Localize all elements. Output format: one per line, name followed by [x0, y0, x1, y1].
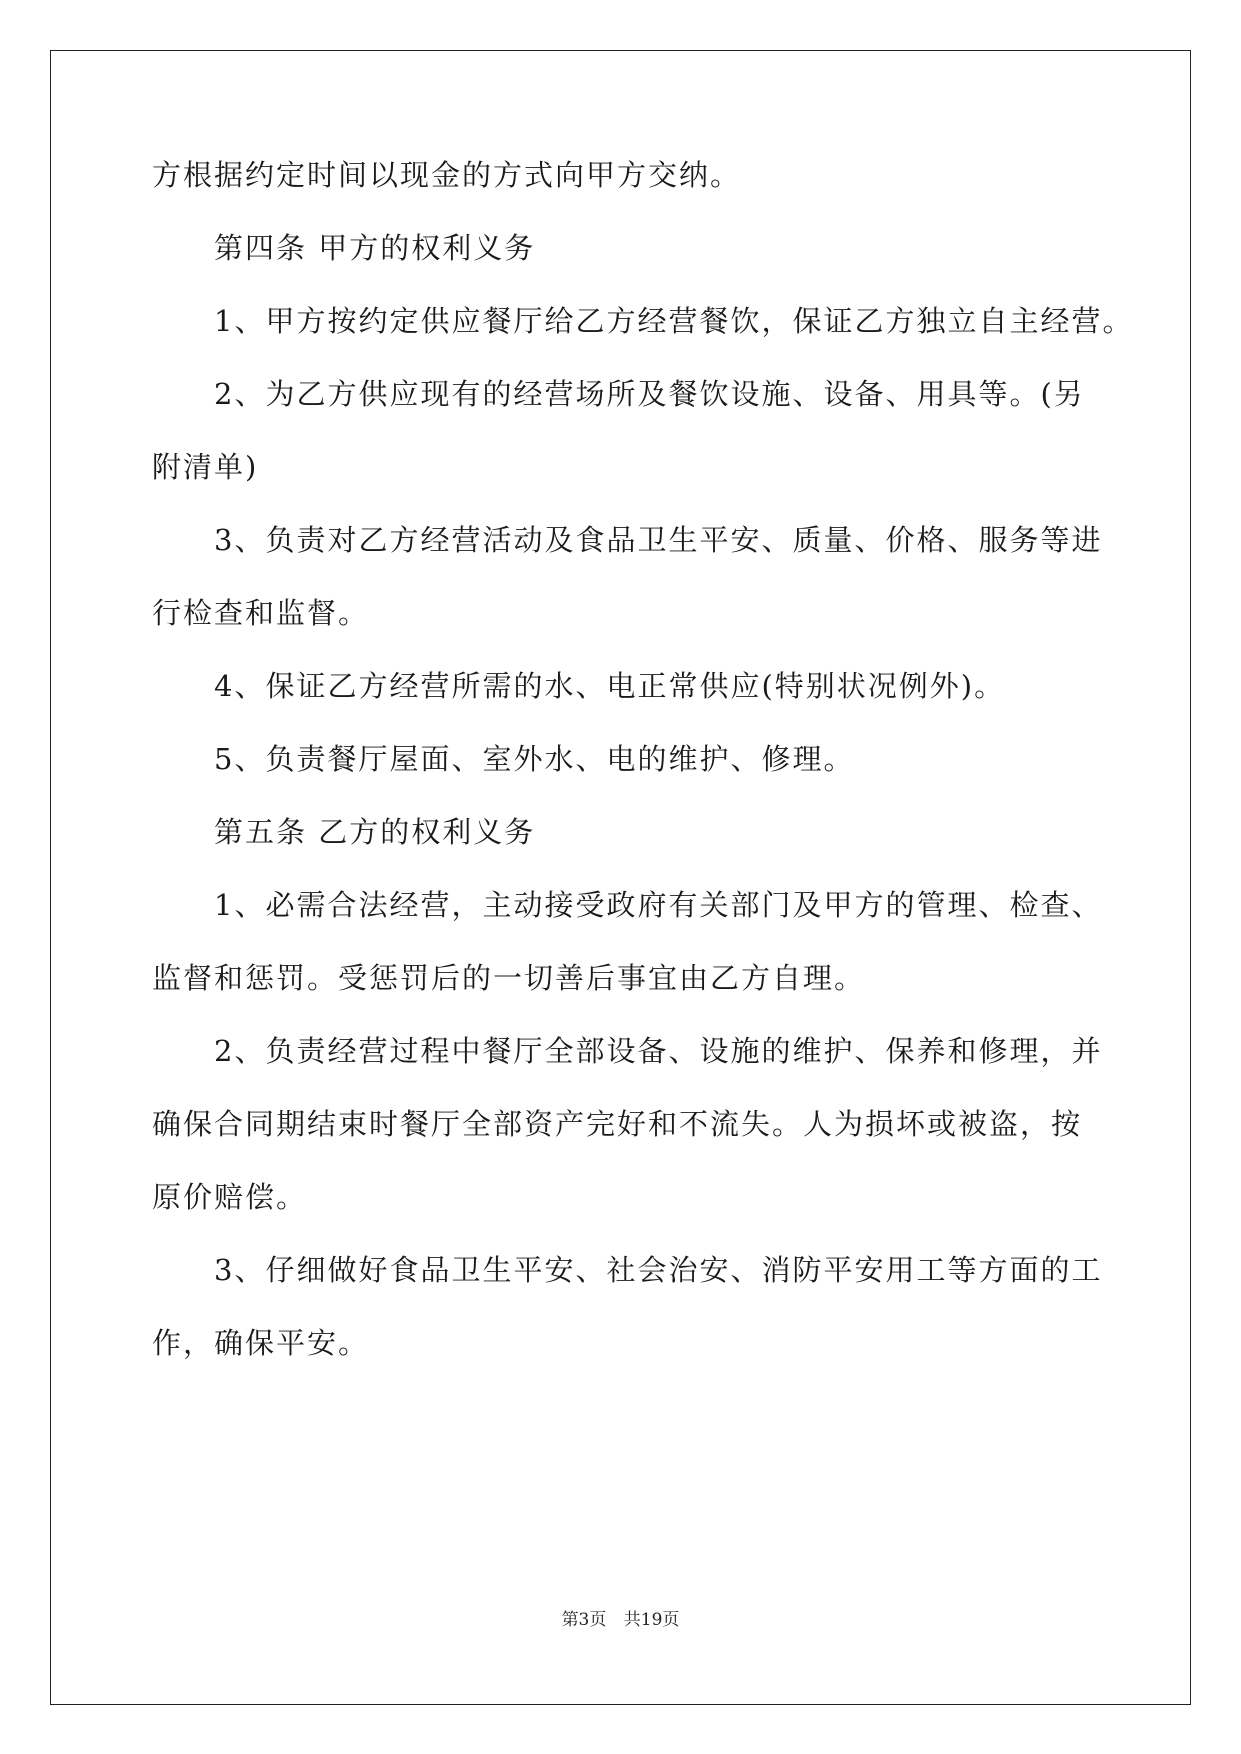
text-line: 2、负责经营过程中餐厅全部设备、设施的维护、保养和修理，并	[152, 1034, 1103, 1068]
text-line: 1、甲方按约定供应餐厅给乙方经营餐饮，保证乙方独立自主经营。	[152, 304, 1134, 338]
page-number: 第3页	[561, 1610, 607, 1630]
text-line: 5、负责餐厅屋面、室外水、电的维护、修理。	[152, 742, 855, 776]
page-footer	[0, 1605, 1241, 1630]
text-line: 3、负责对乙方经营活动及食品卫生平安、质量、价格、服务等进	[152, 523, 1103, 557]
text-line: 1、必需合法经营，主动接受政府有关部门及甲方的管理、检查、	[152, 888, 1103, 922]
page-border	[50, 50, 1191, 1705]
page-total: 共19页	[623, 1610, 680, 1630]
text-line: 2、为乙方供应现有的经营场所及餐饮设施、设备、用具等。(另	[152, 377, 1085, 411]
text-line: 3、仔细做好食品卫生平安、社会治安、消防平安用工等方面的工	[152, 1253, 1103, 1287]
text-line: 4、保证乙方经营所需的水、电正常供应(特别状况例外)。	[152, 669, 1006, 703]
section-heading: 第五条 乙方的权利义务	[152, 815, 536, 849]
text-line: 监督和惩罚。受惩罚后的一切善后事宜由乙方自理。	[152, 961, 866, 995]
text-line: 方根据约定时间以现金的方式向甲方交纳。	[152, 158, 742, 192]
text-line: 行检查和监督。	[152, 596, 370, 630]
text-line: 附清单)	[152, 450, 259, 484]
text-line: 确保合同期结束时餐厅全部资产完好和不流失。人为损坏或被盗，按	[152, 1107, 1083, 1141]
text-line: 原价赔偿。	[152, 1180, 308, 1214]
section-heading: 第四条 甲方的权利义务	[152, 231, 536, 265]
text-line: 作，确保平安。	[152, 1326, 370, 1360]
